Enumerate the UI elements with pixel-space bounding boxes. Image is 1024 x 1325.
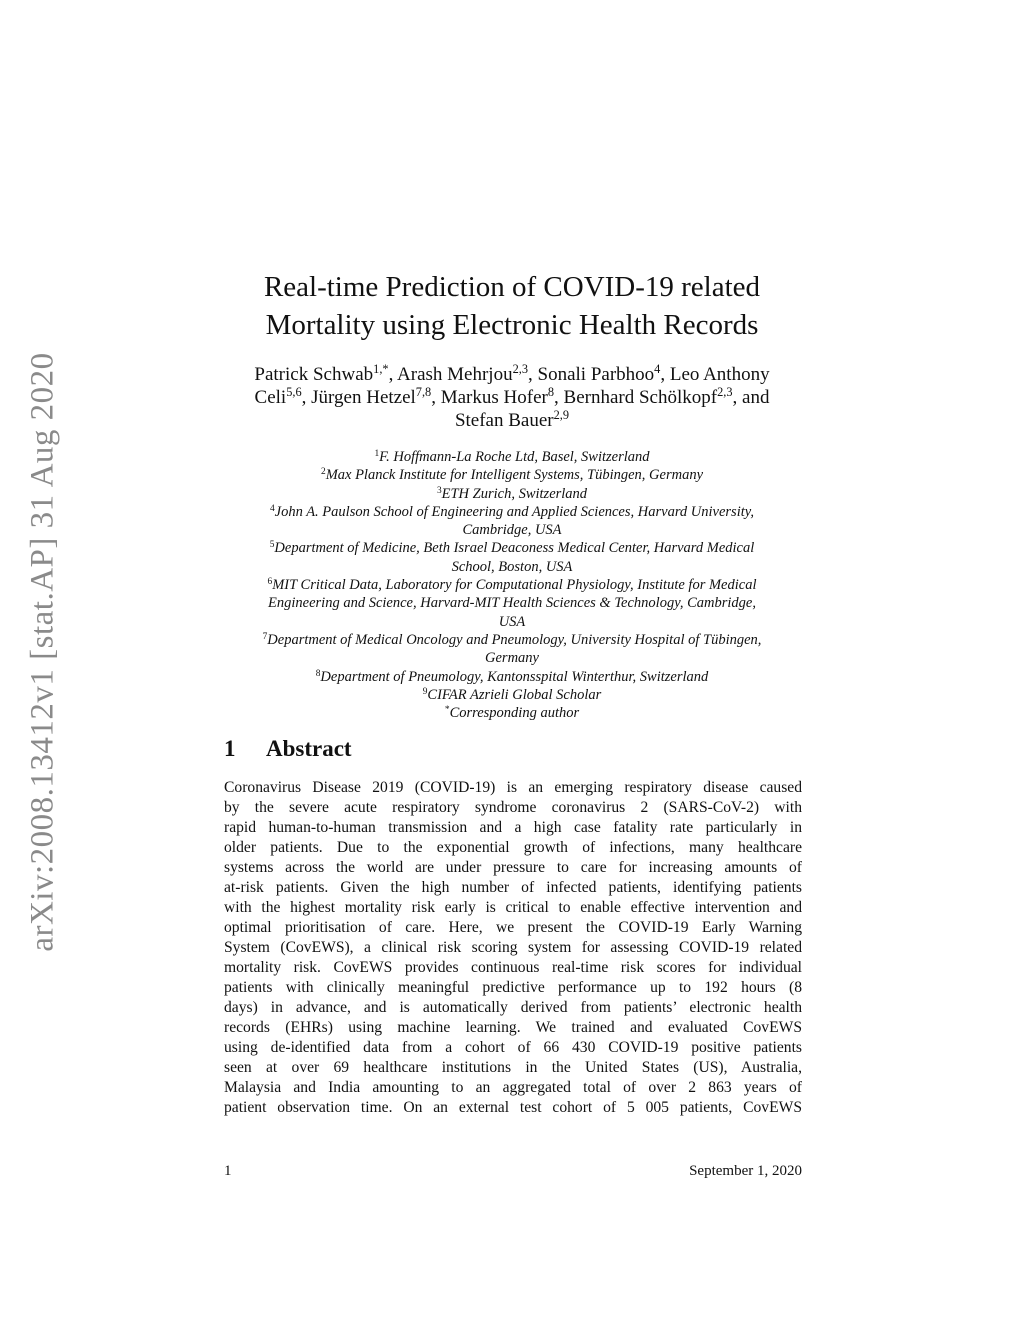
author-sup: 5,6 — [286, 385, 302, 400]
abstract-line: older patients. Due to the exponential growth of infections, many healthcare — [224, 839, 802, 856]
author-line — [222, 363, 802, 386]
affiliation-text: Max Planck Institute for Intelligent Systems, Tübingen, Germany — [325, 467, 704, 484]
section-number: 1 — [224, 736, 236, 761]
affiliation — [222, 503, 802, 521]
abstract-line: optimal prioritisation of care. Here, we present the COVID-19 Early Warning — [224, 919, 802, 936]
author-line — [222, 409, 802, 432]
author-sup: 2,3 — [717, 385, 733, 400]
author-name: Celi — [254, 387, 287, 408]
affiliation-text: ETH Zurich, Switzerland — [441, 485, 588, 502]
affiliation-sup: * — [444, 704, 450, 715]
affiliation — [222, 631, 802, 649]
abstract-line: systems across the world are under pressure to care for increasing amounts of — [224, 859, 802, 876]
affiliation-sup: 7 — [262, 631, 268, 642]
author-sup: 4 — [654, 362, 661, 377]
author-name: , Markus Hofer — [431, 387, 548, 408]
abstract-line: by the severe acute respiratory syndrome coronavirus 2 (SARS-CoV-2) with — [224, 799, 802, 816]
abstract-line: mortality risk. CovEWS provides continuous real-time risk scores for individual — [224, 959, 802, 976]
author-sup: 1,* — [373, 362, 389, 377]
abstract-line: patient observation time. On an external test cohort of 5 005 patients, CovEWS — [224, 1099, 802, 1116]
title-line: Real-time Prediction of COVID-19 related — [263, 271, 761, 303]
affiliation-list — [222, 448, 802, 722]
abstract-line: records (EHRs) using machine learning. We trained and evaluated CovEWS — [224, 1019, 802, 1036]
author-conjunction: , and — [732, 387, 770, 408]
affiliation — [222, 686, 802, 704]
affiliation-sup: 1 — [374, 448, 380, 459]
author-sup: 2,9 — [553, 408, 570, 423]
author-name: , Jürgen Hetzel — [301, 387, 416, 408]
affiliation-text: Corresponding author — [449, 705, 580, 722]
affiliation — [222, 668, 802, 686]
affiliation-text: John A. Paulson School of Engineering and Applied Sciences, Harvard University, — [274, 503, 755, 520]
affiliation-text: Department of Medical Oncology and Pneumology, University Hospital of Tübingen, — [267, 631, 762, 648]
section-heading — [224, 734, 352, 764]
affiliation-sup: 2 — [320, 467, 326, 478]
affiliation-sup: 4 — [269, 503, 275, 514]
author-name: , Bernhard Schölkopf — [554, 387, 718, 408]
affiliation-text: CIFAR Azrieli Global Scholar — [427, 686, 602, 703]
abstract-line: rapid human-to-human transmission and a high case fatality rate particularly in — [224, 819, 802, 836]
affiliation-continued: School, Boston, USA — [451, 558, 573, 575]
abstract-line: at-risk patients. Given the high number of infected patients, identifying patients — [224, 879, 802, 896]
arxiv-identifier: arXiv:2008.13412v1 [stat.AP] 31 Aug 2020 — [24, 352, 61, 952]
abstract-line: Coronavirus Disease 2019 (COVID-19) is an emerging respiratory disease caused — [224, 779, 802, 796]
author-name: , Sonali Parbhoo — [528, 364, 655, 385]
affiliation-sup: 6 — [267, 576, 273, 587]
affiliation — [222, 485, 802, 503]
affiliation-text: Department of Medicine, Beth Israel Deaconess Medical Center, Harvard Medical — [274, 540, 755, 557]
author-name: Stefan Bauer — [454, 410, 554, 431]
footer-date: September 1, 2020 — [689, 1163, 802, 1179]
affiliation-sup: 3 — [436, 485, 442, 496]
abstract-line: seen at over 69 healthcare institutions in the United States (US), Australia, — [224, 1059, 802, 1076]
affiliation-sup: 8 — [315, 668, 321, 679]
affiliation-text: F. Hoffmann-La Roche Ltd, Basel, Switzerland — [379, 449, 650, 465]
corresponding-author-note — [222, 704, 802, 722]
abstract-line: using de-identified data from a cohort of 66 430 COVID-19 positive patients — [224, 1039, 802, 1056]
affiliation — [222, 466, 802, 484]
affiliation-text: Department of Pneumology, Kantonsspital Winterthur, Switzerland — [320, 668, 709, 685]
abstract-line: patients with clinically meaningful predictive performance up to 192 hours (8 — [224, 979, 802, 996]
paper-title — [222, 268, 802, 344]
affiliation — [222, 576, 802, 594]
affiliation-continued: USA — [498, 613, 526, 630]
affiliation — [222, 448, 802, 466]
author-line — [222, 386, 802, 409]
abstract-line: Malaysia and India amounting to an aggregated total of over 2 863 years of — [224, 1079, 802, 1096]
abstract-line: with the highest mortality risk early is critical to enable effective intervention and — [224, 899, 802, 916]
affiliation — [222, 539, 802, 557]
section-title: Abstract — [266, 736, 352, 761]
affiliation-text: MIT Critical Data, Laboratory for Computational Physiology, Institute for Medical — [272, 577, 757, 594]
abstract-line: System (CovEWS), a clinical risk scoring system for assessing COVID-19 related — [224, 939, 802, 956]
author-list — [222, 363, 802, 432]
author-name: , Arash Mehrjou — [388, 364, 513, 385]
affiliation-continued: Germany — [485, 650, 539, 667]
author-name: Patrick Schwab — [254, 364, 374, 385]
abstract-body — [224, 778, 802, 1118]
affiliation-sup: 9 — [422, 686, 428, 697]
affiliation-continued: Cambridge, USA — [462, 522, 562, 539]
abstract-line: days) in advance, and is automatically derived from patients’ electronic health — [224, 999, 802, 1016]
affiliation-continued: Engineering and Science, Harvard-MIT Health Sciences & Technology, Cambridge, — [268, 595, 756, 612]
author-sup: 7,8 — [415, 385, 432, 400]
author-name: , Leo Anthony — [660, 364, 770, 385]
affiliation-sup: 5 — [269, 540, 275, 551]
author-sup: 8 — [547, 385, 555, 400]
page-number: 1 — [224, 1163, 232, 1179]
author-sup: 2,3 — [512, 362, 529, 377]
title-line: Mortality using Electronic Health Records — [265, 309, 759, 341]
